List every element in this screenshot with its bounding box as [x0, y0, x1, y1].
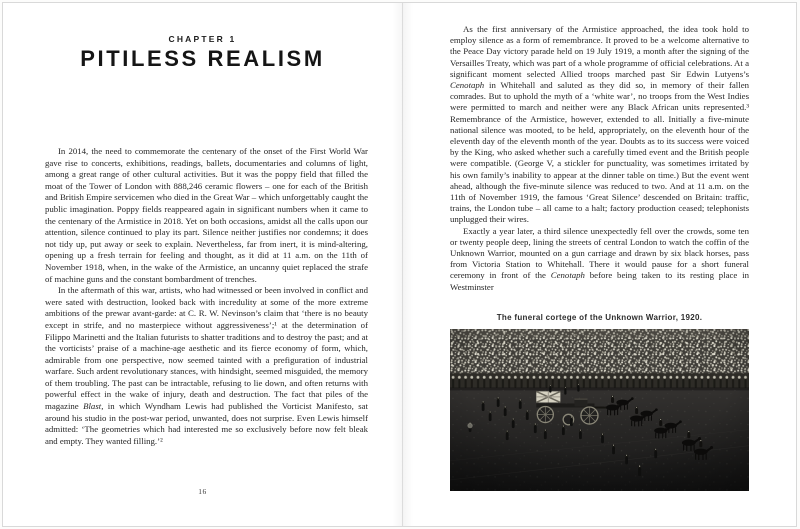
- paragraph: In the aftermath of this war, artists, who had witnessed or been involved in conflict and were sated with destruction, looked back with incredulity at some of the more extreme ambitions of the prewar avant-garde: at C. R. W. Nevinson’s claim that ‘there is no beauty except in strife, and no masterpiece without aggressiveness’;¹ at the determination of Filippo Marinetti and the Italian futurists to shatter traditions and to destroy the past; and at the vorticists’ praise of a machine-age aesthetic and its fierce economy of form, which, admirable from one perspective, now seemed tainted with a prefiguration of industrial warfare. Such ardent revolutionary stances, with hindsight, seemed misguided, the memory of them troubling. The past can be intractable, refusing to lie down, and often returns with powerful effect in the wake of injury, death and destruction. The fact that piles of the magazine Blast, in which Wyndham Lewis had published the Vorticist Manifesto, sat around his studio in the post-war period, unwanted, does not surprise. Even Lewis himself admitted: ‘The geometries which had interested me so exclusively before now felt bleak and empty. They wanted filling.’²: [45, 285, 368, 446]
- book-spread: [2, 2, 797, 527]
- right-page-body: [450, 24, 749, 308]
- chapter-label: CHAPTER 1: [168, 34, 237, 44]
- chapter-title: PITILESS REALISM: [80, 46, 325, 71]
- paragraph: Exactly a year later, a third silence unexpectedly fell over the crowds, some ten or twenty people deep, lining the streets of central London to watch the coffin of the Unknown Warrior, mounted on a gun carriage and drawn by six black horses, pass from Victoria Station to Whitehall. There it would pause for a short funeral ceremony in front of the Cenotaph before being taken to its resting place in Westminster: [450, 225, 749, 292]
- funeral-cortege-photo: [450, 329, 749, 491]
- right-page: [402, 3, 796, 526]
- left-page: [3, 3, 402, 526]
- left-page-body: [45, 146, 368, 486]
- paragraph: As the first anniversary of the Armistice approached, the idea took hold to employ silence as a form of remembrance. It proved to be a welcome alternative to the Peace Day victory parade held on 19 July 1919, a month after the signing of the Versailles Treaty, which was part of a whole programme of official celebrations. At a significant moment selected Allied troops marched past Sir Edwin Lutyens’s Cenotaph in Whitehall and saluted as they did so, in memory of their fallen comrades. But to uphold the myth of a ‘white war’, no troops from the West Indies were permitted to march and neither were any Black African units represented.³ Remembrance of the Armistice, however, extended to all. Initially a five-minute national silence was mooted, to be held, appropriately, on the eleventh hour of the eleventh day of the eleventh month of the year. Doubts as to its success were voiced by the King, who asked whether such a carefully timed event and the British people were compatible. (George V, a stickler for punctuality, was sometimes irritated by his own family’s inability to appear at the dinner table on time.) But the event went ahead, although the five-minute silence was reduced to two. And at 11 a.m. on the 11th of November 1919, the famous ‘Great Silence’ descended on Britain: traffic, trains, the London tube – all came to a halt; factory production ceased; telephonists unplugged their wires.: [450, 24, 749, 225]
- page-number: 16: [198, 487, 207, 496]
- funeral-cortege-photo-art: [450, 329, 749, 491]
- paragraph: In 2014, the need to commemorate the centenary of the onset of the First World War gave rise to concerts, exhibitions, readings, ballets, documentaries and columns of light, among a great range of other cultural activities. But it was the poppy field that filled the moat of the Tower of London with 888,246 ceramic flowers – one for each of the British and British Empire servicemen who died in the Great War – which unforgettably caught the public imagination. Poppy fields reappeared again in significant numbers when it came to the centenary of the Armistice in 2018. Yet on both occasions, amidst all the calls upon our attention, silence continued to play its part. Silence neither justifies nor condemns; it does not tidy up, put away or seek to explain. Nevertheless, far from inert, it is mind-altering, opening up a fresh terrain for feeling and thought, as it did at 11 a.m. on the 11th of November 1918, when, in the wake of the Armistice, an uncanny quiet replaced the strafe of machine guns and the constant bombardment of trenches.: [45, 146, 368, 284]
- photo-caption: The funeral cortege of the Unknown Warrior, 1920.: [496, 313, 703, 322]
